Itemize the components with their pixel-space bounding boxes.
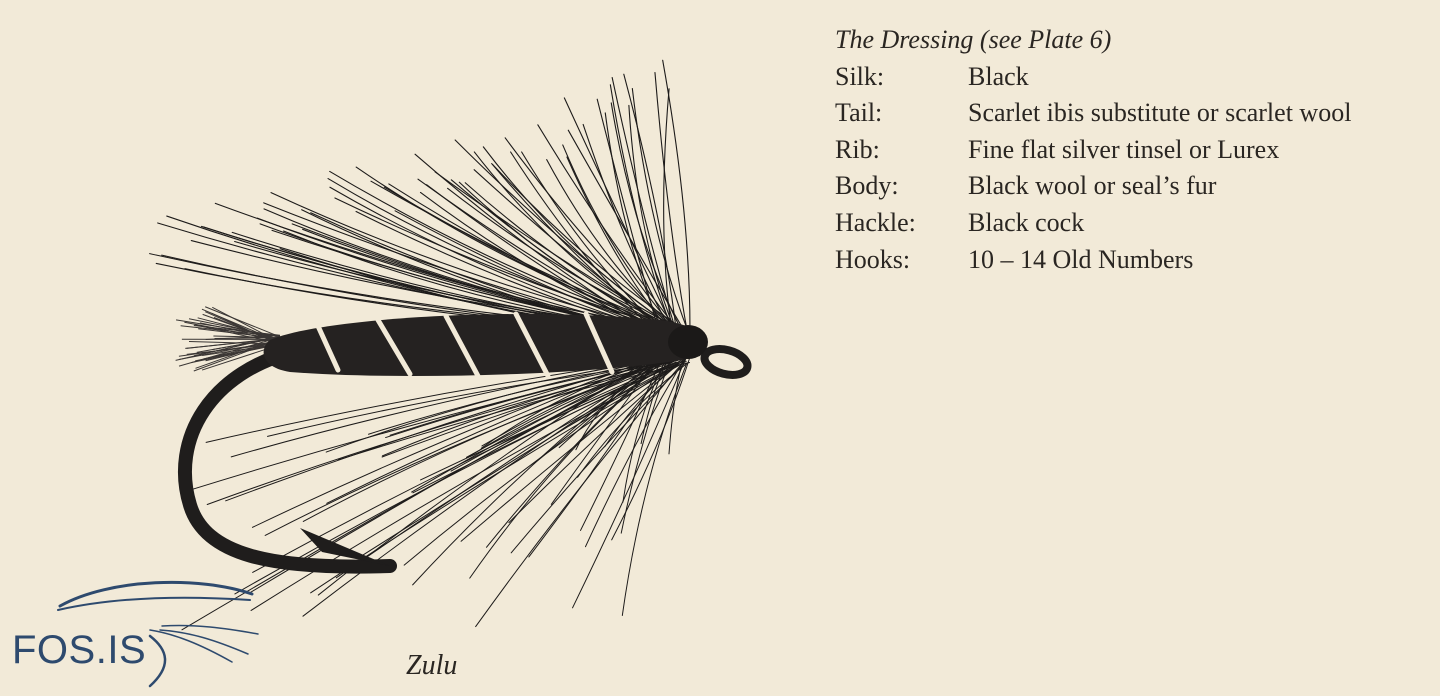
- dressing-row-tail: [835, 95, 1435, 132]
- dressing-label: Body:: [835, 171, 899, 201]
- dressing-value: Black wool or seal’s fur: [968, 171, 1217, 201]
- dressing-value: Fine flat silver tinsel or Lurex: [968, 134, 1280, 164]
- hackle-fiber: [188, 360, 670, 490]
- dressing-row-hackle: [835, 205, 1435, 242]
- watermark-text: FOS.IS: [12, 628, 147, 672]
- dressing-label: Tail:: [835, 98, 883, 128]
- dressing-label: Hackle:: [835, 207, 916, 237]
- dressing-value: Black: [968, 61, 1029, 91]
- dressing-value: 10 – 14 Old Numbers: [968, 244, 1194, 274]
- illustration-caption: Zulu: [406, 650, 458, 681]
- hackle-fiber: [663, 60, 690, 338]
- dressing-row-silk: [835, 59, 1435, 96]
- dressing-row-hooks: [835, 242, 1435, 279]
- dressing-label: Hooks:: [835, 244, 911, 274]
- dressing-label: Rib:: [835, 134, 880, 164]
- dressing-row-rib: [835, 132, 1435, 169]
- hook-bend-icon: [185, 350, 390, 567]
- dressing-row-body: [835, 168, 1435, 205]
- fly-head-icon: [668, 325, 708, 359]
- dressing-title: The Dressing (see Plate 6): [835, 25, 1112, 54]
- hackle-fiber: [251, 360, 686, 611]
- dressing-panel: [835, 22, 1435, 278]
- hackle-fiber: [664, 89, 673, 339]
- hook-eye-icon: [702, 345, 751, 380]
- dressing-value: Black cock: [968, 207, 1085, 237]
- hackle-fiber: [622, 363, 686, 615]
- hackle-fibers-upper: [150, 60, 690, 340]
- dressing-value: Scarlet ibis substitute or scarlet wool: [968, 98, 1352, 128]
- dressing-label: Silk:: [835, 61, 885, 91]
